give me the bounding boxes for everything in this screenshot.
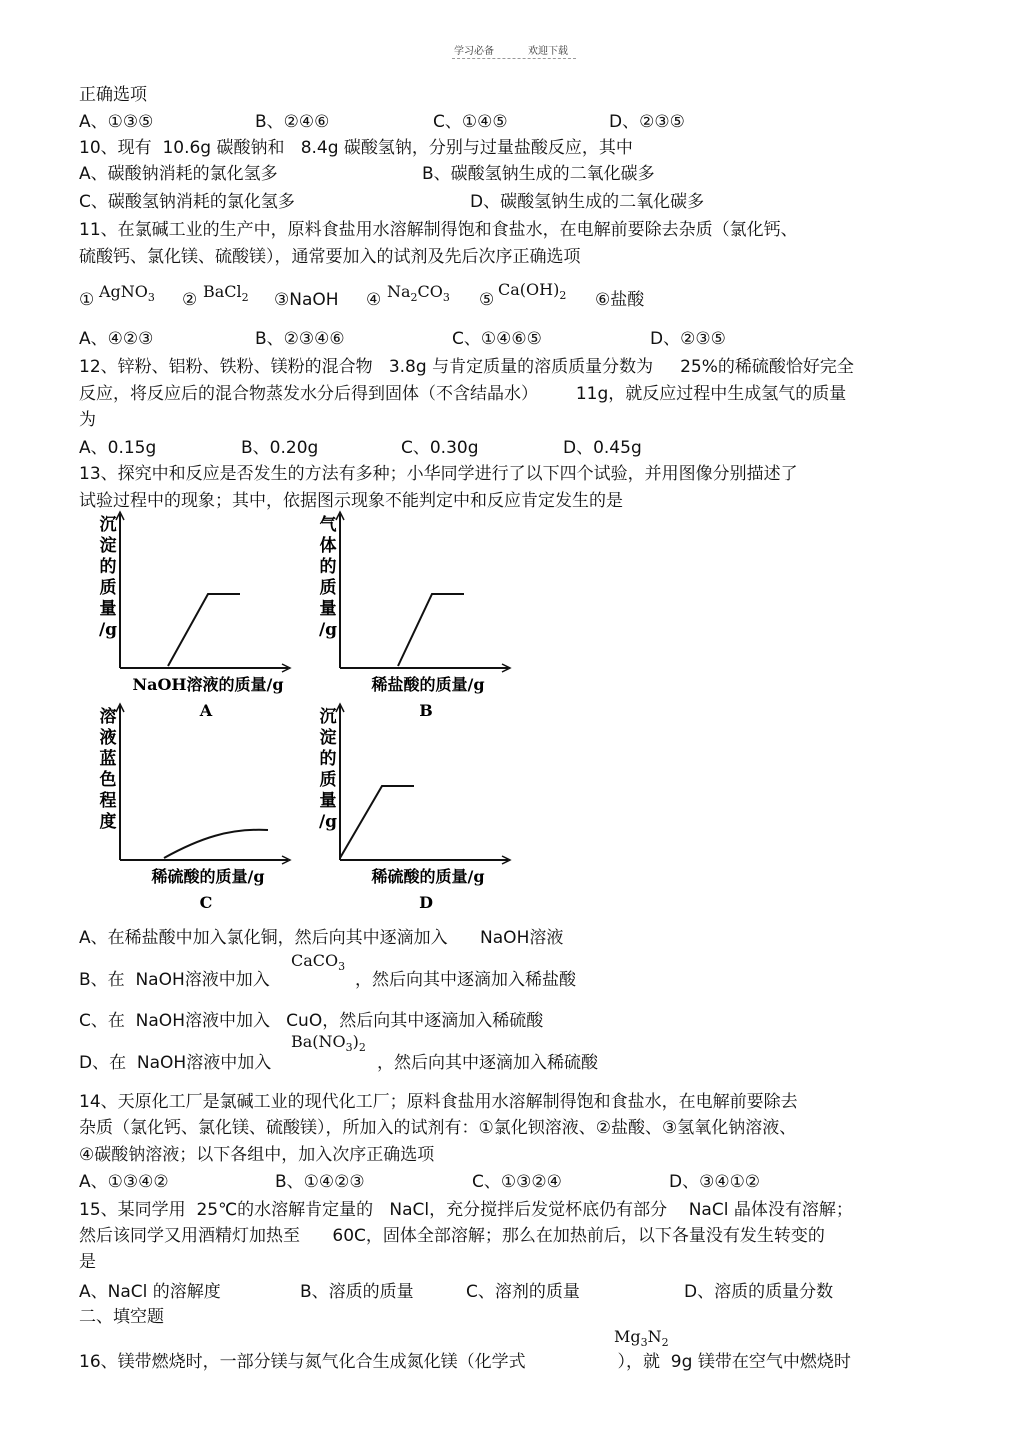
q12-option-d: D、0.45g — [563, 438, 642, 458]
caption-a: A — [199, 701, 213, 720]
q14-option-a: A、①③④② — [79, 1172, 169, 1192]
q11-formula-caoh2: $Ca(OH)_2$ — [498, 280, 567, 303]
q14-stem-1: 14、天原化工厂是氯碱工业的现代化工厂；原料食盐用水溶解制得饱和食盐水，在电解前要除去 — [79, 1092, 798, 1112]
q15-stem-1: 15、某同学用 25℃的水溶解肯定量的 NaCl，充分搅拌后发觉杯底仍有部分 NaCl 晶体没有溶解； — [79, 1200, 853, 1220]
q14-stem-2: 杂质（氯化钙、氯化镁、硫酸镁），所加入的试剂有：①氯化钡溶液、②盐酸、③氢氧化钠溶液、 — [79, 1118, 797, 1138]
q13-option-c: C、在 NaOH溶液中加入 CuO，然后向其中逐滴加入稀硫酸 — [79, 1011, 544, 1031]
q12-stem-1: 12、锌粉、铝粉、铁粉、镁粉的混合物 3.8g 与肯定质量的溶质质量分数为 25%的稀硫酸恰好完全 — [79, 357, 854, 377]
ylabel-char-d: 淀 — [319, 728, 337, 748]
q11-reagent-2: ② — [182, 290, 198, 310]
caption-d: D — [419, 893, 433, 912]
q14-option-d: D、③④①② — [669, 1172, 761, 1192]
xlabel-b: 稀盐酸的质量/g — [371, 675, 485, 694]
q11-stem-1: 11、在氯碱工业的生产中，原料食盐用水溶解制得饱和食盐水，在电解前要除去杂质（氯化钙、 — [79, 220, 798, 240]
ylabel-char-b: 的 — [319, 557, 337, 577]
q12-option-a: A、0.15g — [79, 438, 157, 458]
xlabel-a: NaOH溶液的质量/g — [132, 675, 284, 694]
q16-stem: 16、镁带燃烧时，一部分镁与氮气化合生成氮化镁（化学式 ），就 9g 镁带在空气中燃烧时 — [79, 1352, 851, 1372]
q10-stem: 10、现有 10.6g 碳酸钠和 8.4g 碳酸氢钠，分别与过量盐酸反应，其中 — [79, 138, 633, 158]
q13-option-a: A、在稀盐酸中加入氯化铜，然后向其中逐滴加入 NaOH溶液 — [79, 928, 564, 948]
ylabel-char-b: /g — [318, 620, 338, 640]
curve-c — [164, 830, 268, 858]
caption-c: C — [199, 893, 213, 912]
q14-option-b: B、①④②③ — [275, 1172, 365, 1192]
q9-option-a: A、①③⑤ — [79, 112, 154, 132]
ylabel-char-a: 淀 — [99, 536, 117, 556]
ylabel-char-a: 沉 — [99, 515, 117, 535]
q16-formula-mg3n2: $Mg_3N_2$ — [614, 1327, 669, 1350]
q13-formula-bano3: $Ba(NO_3)_2$ — [291, 1032, 366, 1055]
section-fill-in: 二、填空题 — [79, 1307, 164, 1327]
ylabel-char-c: 液 — [99, 728, 117, 748]
ylabel-char-a: 的 — [99, 557, 117, 577]
q12-stem-2: 反应，将反应后的混合物蒸发水分后得到固体（不含结晶水） 11g，就反应过程中生成氢气的质量 — [79, 384, 847, 404]
q11-reagent-4: ④ — [366, 290, 382, 310]
curve-d — [340, 786, 414, 858]
ylabel-char-a: 量 — [99, 599, 117, 619]
q11-reagent-1: ① — [79, 290, 95, 310]
ylabel-char-d: 沉 — [319, 707, 337, 727]
ylabel-char-c: 蓝 — [99, 749, 117, 769]
q11-reagent-6: ⑥盐酸 — [595, 290, 645, 310]
q15-option-c: C、溶剂的质量 — [466, 1282, 580, 1302]
caption-b: B — [419, 701, 433, 720]
header-right: 欢迎下载 — [528, 46, 568, 57]
chart-d — [310, 706, 550, 916]
ylabel-char-c: 色 — [99, 770, 117, 790]
q11-reagent-5: ⑤ — [479, 290, 495, 310]
q11-option-d: D、②③⑤ — [650, 329, 726, 349]
q9-option-d: D、②③⑤ — [609, 112, 685, 132]
curve-a — [168, 594, 240, 666]
q14-stem-3: ④碳酸钠溶液；以下各组中，加入次序正确选项 — [79, 1145, 435, 1165]
ylabel-char-d: /g — [318, 812, 338, 832]
xlabel-c: 稀硫酸的质量/g — [151, 867, 265, 886]
ylabel-char-c: 溶 — [99, 707, 117, 727]
q10-option-d: D、碳酸氢钠生成的二氧化碳多 — [470, 192, 705, 212]
q11-stem-2: 硫酸钙、氯化镁、硫酸镁），通常要加入的试剂及先后次序正确选项 — [79, 247, 581, 267]
q15-option-a: A、NaCl 的溶解度 — [79, 1282, 221, 1302]
q15-stem-3: 是 — [79, 1252, 96, 1272]
q10-option-b: B、碳酸氢钠生成的二氧化碳多 — [422, 164, 655, 184]
ylabel-char-d: 质 — [319, 770, 337, 790]
q13-stem-1: 13、探究中和反应是否发生的方法有多种；小华同学进行了以下四个试验，并用图像分别描述了 — [79, 464, 798, 484]
ylabel-char-d: 量 — [319, 791, 337, 811]
q13-stem-2: 试验过程中的现象；其中，依据图示现象不能判定中和反应肯定发生的是 — [79, 491, 623, 511]
ylabel-char-b: 质 — [319, 578, 337, 598]
q11-option-c: C、①④⑥⑤ — [452, 329, 542, 349]
q13-option-b-part2: ，然后向其中逐滴加入稀盐酸 — [355, 970, 576, 990]
q10-option-c: C、碳酸氢钠消耗的氯化氢多 — [79, 192, 295, 212]
q12-stem-3: 为 — [79, 410, 96, 430]
q15-option-b: B、溶质的质量 — [300, 1282, 414, 1302]
ylabel-char-b: 量 — [319, 599, 337, 619]
ylabel-char-b: 体 — [319, 536, 337, 556]
ylabel-char-c: 程 — [99, 791, 117, 811]
chart-c — [90, 706, 330, 916]
q13-option-b-part1: B、在 NaOH溶液中加入 — [79, 970, 270, 990]
q15-stem-2: 然后该同学又用酒精灯加热至 60C，固体全部溶解；那么在加热前后，以下各量没有发生转变的 — [79, 1226, 825, 1246]
q11-option-a: A、④②③ — [79, 329, 154, 349]
chart-b — [310, 514, 550, 724]
xlabel-d: 稀硫酸的质量/g — [371, 867, 485, 886]
q9-option-b: B、②④⑥ — [255, 112, 330, 132]
ylabel-char-a: /g — [98, 620, 118, 640]
header-divider — [452, 58, 576, 59]
q9-option-c: C、①④⑤ — [433, 112, 508, 132]
q13-option-d-part1: D、在 NaOH溶液中加入 — [79, 1053, 272, 1073]
q15-option-d: D、溶质的质量分数 — [684, 1282, 834, 1302]
chart-a — [90, 514, 330, 724]
q11-option-b: B、②③④⑥ — [255, 329, 345, 349]
ylabel-char-d: 的 — [319, 749, 337, 769]
q11-formula-bacl2: BaCl$_2$ — [203, 282, 249, 305]
line-correct-option: 正确选项 — [79, 85, 147, 105]
q11-reagent-3: ③NaOH — [274, 290, 339, 310]
header-left: 学习必备 — [454, 46, 494, 57]
q12-option-b: B、0.20g — [241, 438, 319, 458]
q14-option-c: C、①③②④ — [472, 1172, 562, 1192]
ylabel-char-c: 度 — [99, 812, 117, 832]
q12-option-c: C、0.30g — [401, 438, 479, 458]
q10-option-a: A、碳酸钠消耗的氯化氢多 — [79, 164, 278, 184]
ylabel-char-b: 气 — [319, 515, 337, 535]
q11-formula-na2co3: $Na_2CO_3$ — [387, 282, 450, 305]
curve-b — [398, 594, 464, 666]
q11-formula-agno3: AgNO$_3$ — [99, 282, 155, 305]
q13-formula-caco3: CaCO$_3$ — [291, 951, 346, 974]
q13-option-d-part2: ，然后向其中逐滴加入稀硫酸 — [377, 1053, 598, 1073]
ylabel-char-a: 质 — [99, 578, 117, 598]
